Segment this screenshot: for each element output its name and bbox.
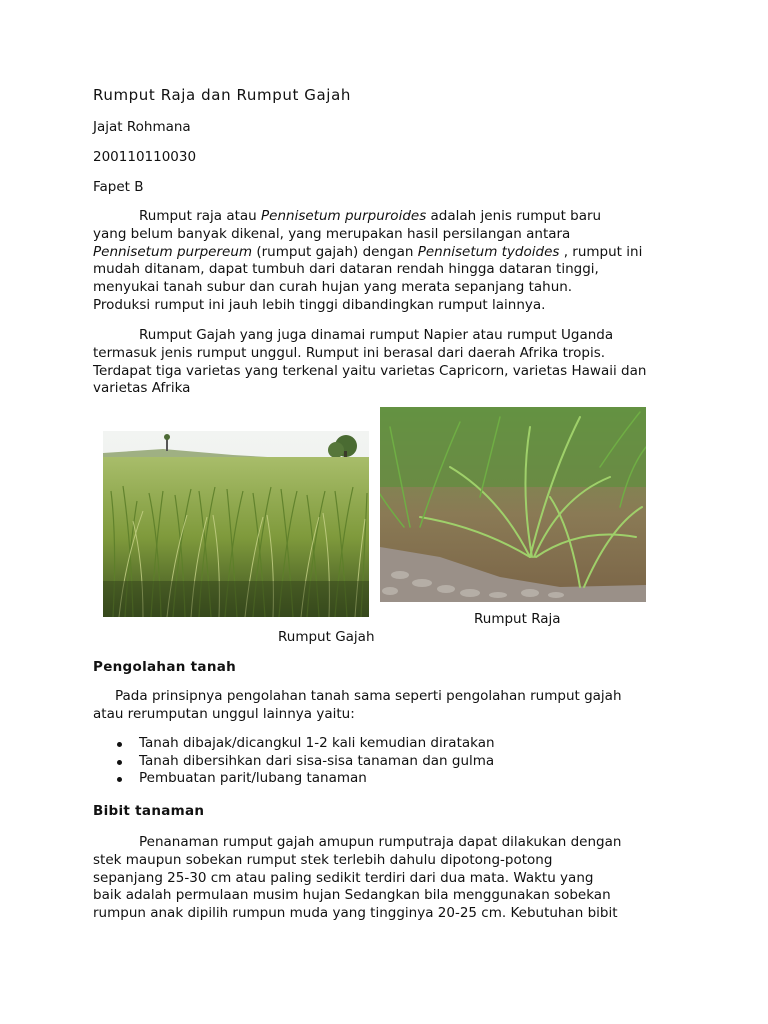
pengolahan-tanah-list (93, 735, 495, 788)
document-title: Rumput Raja dan Rumput Gajah (93, 86, 351, 104)
caption-rumput-raja: Rumput Raja (474, 611, 561, 627)
paragraph-line: Pennisetum purpereum (rumput gajah) dengan Pennisetum tydoides , rumput ini (93, 243, 643, 260)
list-item: Tanah dibajak/dicangkul 1-2 kali kemudian diratakan (93, 735, 495, 753)
student-id: 200110110030 (93, 149, 197, 165)
paragraph-line: Rumput Gajah yang juga dinamai rumput Napier atau rumput Uganda (139, 327, 614, 343)
paragraph-line: rumpun anak dipilih rumpun muda yang tingginya 20-25 cm. Kebutuhan bibit (93, 905, 618, 922)
list-item: Tanah dibersihkan dari sisa-sisa tanaman dan gulma (93, 753, 495, 771)
bibit-tanaman-paragraph (93, 834, 675, 923)
paragraph-line: Penanaman rumput gajah amupun rumputraja dapat dilakukan dengan (139, 834, 622, 850)
paragraph-line: termasuk jenis rumput unggul. Rumput ini berasal dari daerah Afrika tropis. (93, 344, 606, 361)
paragraph-line: Pada prinsipnya pengolahan tanah sama seperti pengolahan rumput gajah (115, 688, 622, 704)
paragraph-line: yang belum banyak dikenal, yang merupakan hasil persilangan antara (93, 225, 571, 242)
paragraph-line: Terdapat tiga varietas yang terkenal yaitu varietas Capricorn, varietas Hawaii dan (93, 362, 647, 379)
paragraph-line: baik adalah permulaan musim hujan Sedangkan bila menggunakan sobekan (93, 887, 611, 904)
section-heading-pengolahan-tanah: Pengolahan tanah (93, 659, 237, 675)
pengolahan-tanah-paragraph (93, 688, 675, 724)
paragraph-line: mudah ditanam, dapat tumbuh dari dataran rendah hingga dataran tinggi, (93, 261, 599, 278)
author-name: Jajat Rohmana (93, 119, 191, 135)
list-item: Pembuatan parit/lubang tanaman (93, 770, 495, 788)
intro-paragraph-2 (93, 327, 675, 398)
paragraph-line: stek maupun sobekan rumput stek terlebih dahulu dipotong-potong (93, 851, 553, 868)
paragraph-line: Produksi rumput ini jauh lebih tinggi dibandingkan rumput lainnya. (93, 296, 546, 313)
section-heading-bibit-tanaman: Bibit tanaman (93, 803, 205, 819)
caption-rumput-gajah: Rumput Gajah (278, 629, 375, 645)
paragraph-line: menyukai tanah subur dan curah hujan yang merata sepanjang tahun. (93, 279, 573, 296)
rumput-raja-photo (380, 407, 646, 602)
paragraph-line: sepanjang 25-30 cm atau paling sedikit terdiri dari dua mata. Waktu yang (93, 869, 594, 886)
intro-paragraph-1 (93, 208, 675, 315)
class-name: Fapet B (93, 179, 144, 195)
rumput-gajah-photo (103, 431, 369, 617)
paragraph-line: Rumput raja atau Pennisetum purpuroides adalah jenis rumput baru (139, 208, 602, 224)
paragraph-line: atau rerumputan unggul lainnya yaitu: (93, 705, 355, 722)
paragraph-line: varietas Afrika (93, 380, 191, 397)
